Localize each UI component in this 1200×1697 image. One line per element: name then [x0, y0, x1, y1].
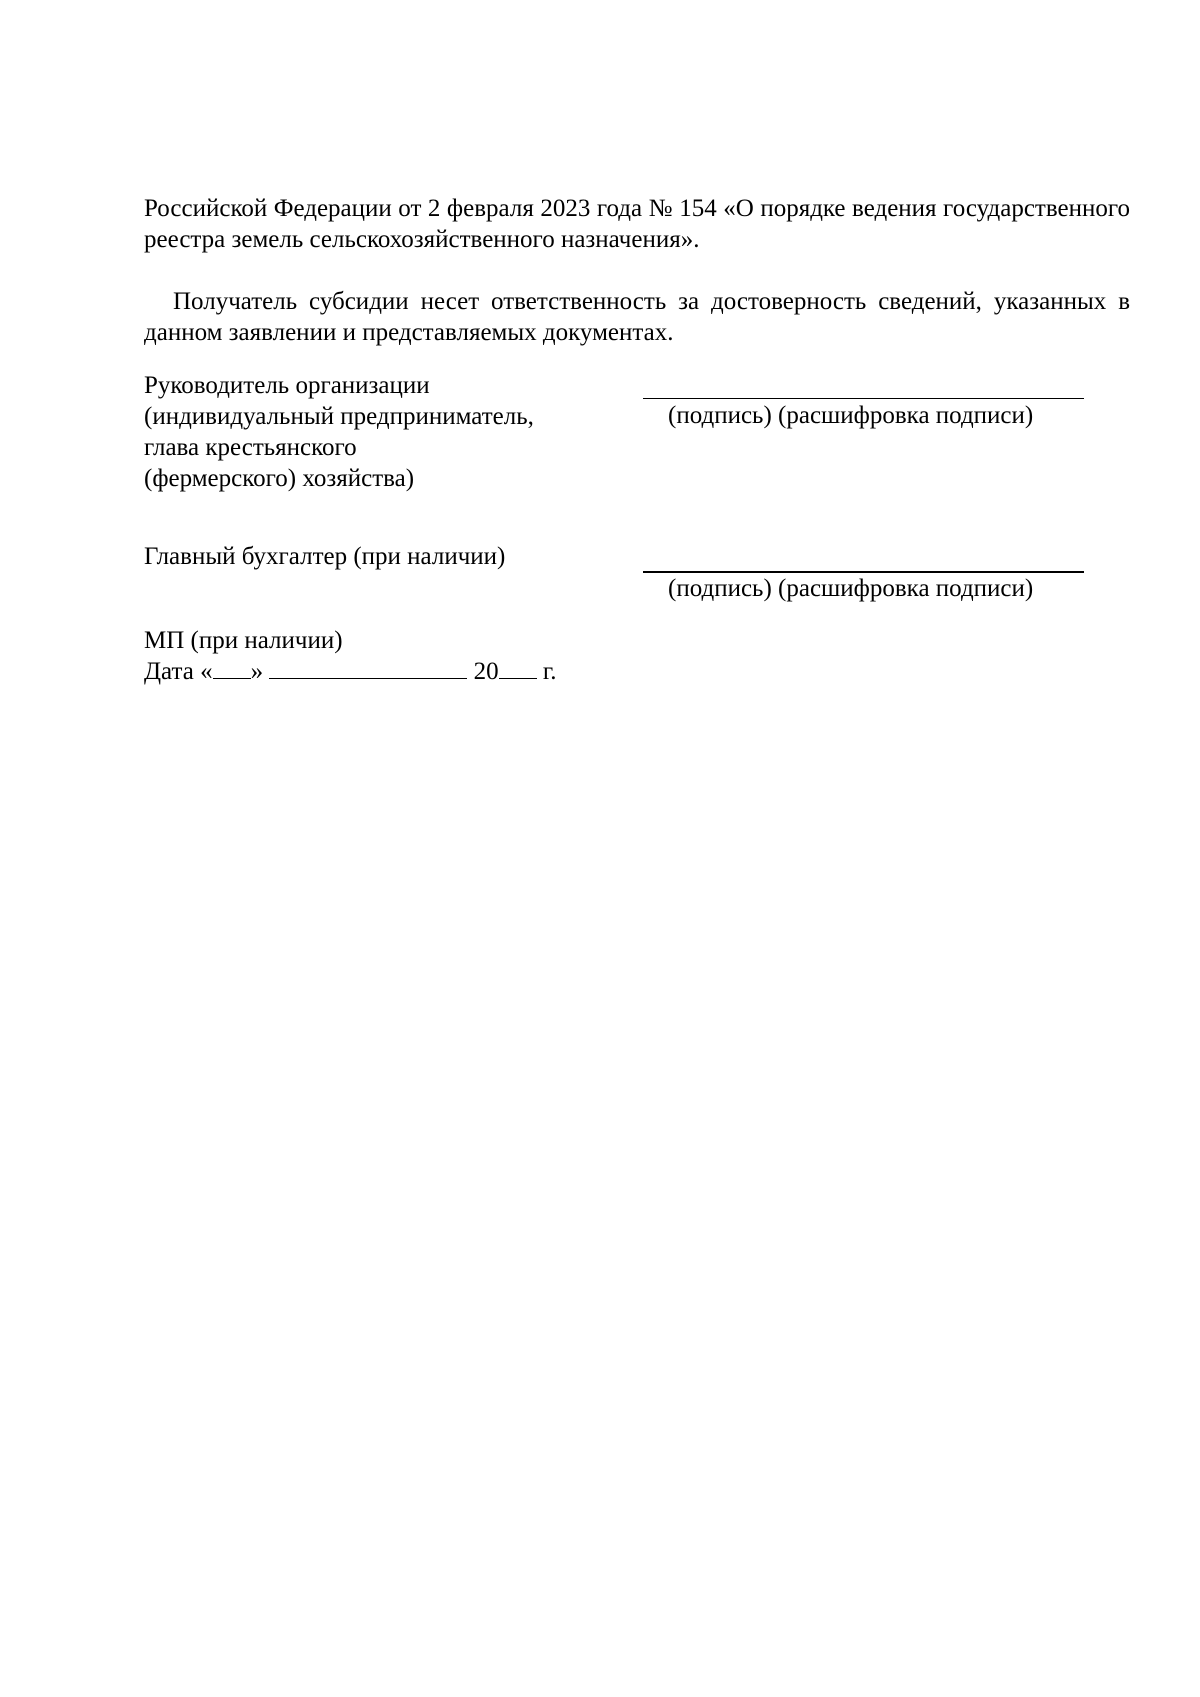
head-label-line: Руководитель организации	[144, 372, 430, 399]
head-label-line: (фермерского) хозяйства)	[144, 465, 415, 492]
head-signature-caption: (подпись) (расшифровка подписи)	[668, 402, 1034, 429]
date-suffix: г.	[542, 658, 557, 685]
date-day-blank	[213, 656, 251, 679]
accountant-signature-caption: (подпись) (расшифровка подписи)	[668, 575, 1034, 602]
date-line	[144, 656, 557, 687]
date-year-blank	[499, 656, 537, 679]
stamp-label: МП (при наличии)	[144, 627, 343, 654]
date-prefix: Дата «	[144, 658, 213, 685]
head-signature-line	[643, 398, 1084, 399]
accountant-label-line: Главный бухгалтер (при наличии)	[144, 543, 506, 570]
head-label-line: (индивидуальный предприниматель,	[144, 403, 534, 430]
date-month-blank	[269, 656, 467, 679]
head-signature-label	[144, 370, 604, 494]
head-label-line: глава крестьянского	[144, 434, 357, 461]
paragraph-responsibility: Получатель субсидии несет ответственность за достоверность сведений, указанных в данном заявлении и представляемых документах.	[144, 288, 1130, 346]
accountant-signature-label	[144, 541, 604, 572]
paragraph-regulation-reference: Российской Федерации от 2 февраля 2023 года № 154 «О порядке ведения государственного реестра земель сельскохозяйственного назначения».	[144, 195, 1130, 253]
stamp-and-date-block	[144, 625, 557, 687]
date-century: 20	[473, 658, 499, 685]
date-quote-close: »	[250, 658, 264, 685]
